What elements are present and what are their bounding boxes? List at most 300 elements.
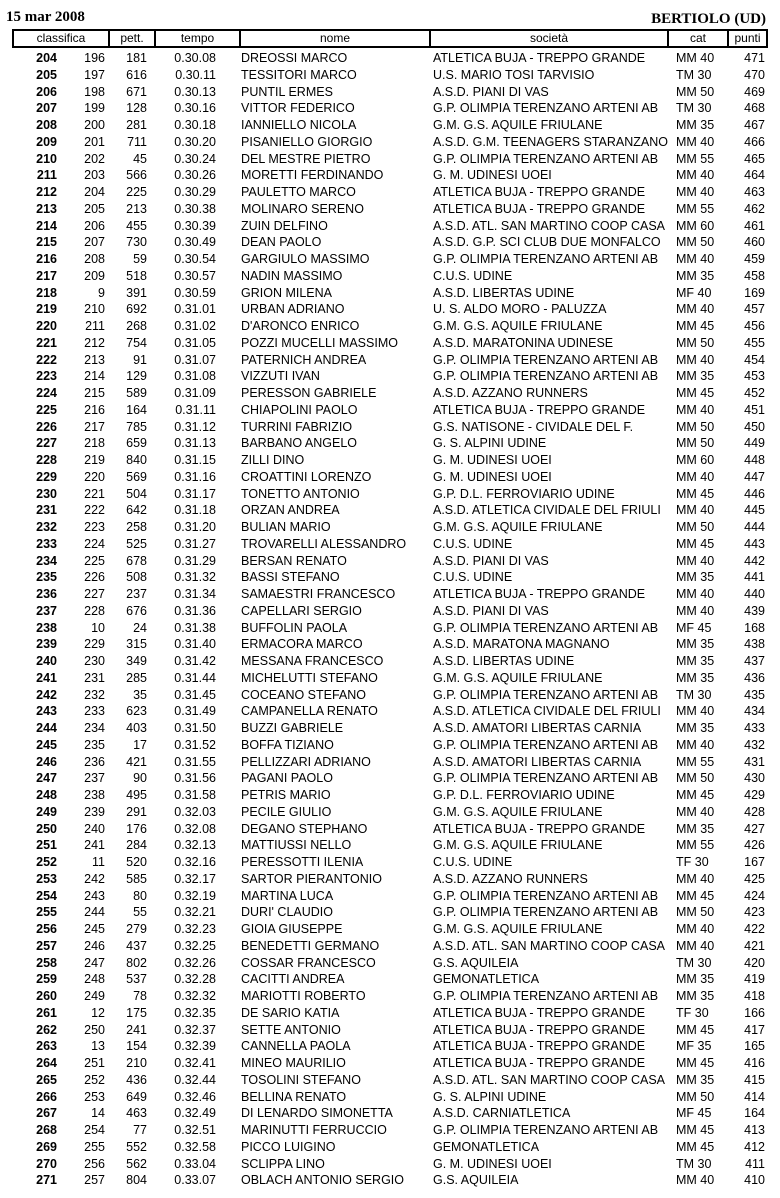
time-cell: 0.30.24 bbox=[174, 151, 216, 166]
overall-rank-cell: 249 bbox=[36, 804, 57, 819]
athlete-name-cell: TONETTO ANTONIO bbox=[241, 486, 360, 501]
bib-number-cell: 495 bbox=[126, 788, 147, 802]
table-row bbox=[12, 502, 768, 519]
time-cell: 0.31.49 bbox=[174, 704, 216, 719]
category-cell: MM 45 bbox=[676, 888, 715, 903]
club-cell: G.M. G.S. AQUILE FRIULANE bbox=[433, 922, 603, 936]
class-rank-cell: 253 bbox=[84, 1089, 105, 1104]
bib-number-cell: 623 bbox=[126, 704, 147, 719]
athlete-name-cell: SAMAESTRI FRANCESCO bbox=[241, 587, 396, 601]
athlete-name-cell: BUZZI GABRIELE bbox=[241, 721, 344, 735]
bib-number-cell: 291 bbox=[126, 804, 147, 819]
time-cell: 0.31.36 bbox=[174, 603, 216, 618]
time-cell: 0.32.49 bbox=[174, 1106, 216, 1121]
table-row bbox=[12, 50, 768, 67]
points-cell: 436 bbox=[744, 670, 765, 685]
table-row bbox=[12, 134, 768, 151]
table-row bbox=[12, 218, 768, 235]
table-row bbox=[12, 938, 768, 955]
bib-number-cell: 59 bbox=[133, 252, 147, 266]
club-cell: G.P. OLIMPIA TERENZANO ARTENI AB bbox=[433, 101, 659, 116]
points-cell: 426 bbox=[744, 838, 765, 853]
category-cell: TM 30 bbox=[676, 955, 712, 970]
time-cell: 0.31.17 bbox=[174, 486, 216, 501]
overall-rank-cell: 247 bbox=[36, 771, 57, 786]
points-cell: 169 bbox=[744, 285, 765, 300]
athlete-name-cell: CACITTI ANDREA bbox=[241, 972, 345, 987]
overall-rank-cell: 226 bbox=[36, 419, 57, 434]
club-cell: G.P. D.L. FERROVIARIO UDINE bbox=[433, 486, 615, 501]
overall-rank-cell: 213 bbox=[36, 201, 57, 216]
points-cell: 415 bbox=[744, 1072, 765, 1087]
bib-number-cell: 711 bbox=[127, 134, 147, 149]
points-cell: 456 bbox=[744, 319, 765, 333]
class-rank-cell: 219 bbox=[84, 453, 105, 467]
time-cell: 0.32.08 bbox=[174, 821, 216, 836]
race-date: 15 mar 2008 bbox=[6, 9, 85, 25]
bib-number-cell: 804 bbox=[126, 1173, 147, 1188]
overall-rank-cell: 242 bbox=[36, 687, 57, 702]
table-row bbox=[12, 955, 768, 972]
class-rank-cell: 13 bbox=[91, 1039, 105, 1054]
category-cell: TM 30 bbox=[676, 1156, 712, 1171]
category-cell: TM 30 bbox=[676, 67, 712, 82]
overall-rank-cell: 223 bbox=[36, 369, 57, 384]
time-cell: 0.30.18 bbox=[174, 118, 216, 132]
points-cell: 461 bbox=[744, 218, 765, 233]
class-rank-cell: 234 bbox=[84, 721, 105, 735]
points-cell: 434 bbox=[744, 704, 765, 719]
club-cell: G. S. ALPINI UDINE bbox=[433, 1089, 547, 1104]
bib-number-cell: 463 bbox=[126, 1106, 147, 1121]
time-cell: 0.33.04 bbox=[174, 1156, 216, 1171]
table-row bbox=[12, 1139, 768, 1156]
points-cell: 437 bbox=[744, 654, 765, 668]
bib-number-cell: 840 bbox=[126, 453, 147, 467]
class-rank-cell: 10 bbox=[91, 620, 105, 635]
table-row bbox=[12, 1105, 768, 1122]
club-cell: ATLETICA BUJA - TREPPO GRANDE bbox=[433, 1005, 646, 1020]
time-cell: 0.31.44 bbox=[174, 670, 216, 685]
points-cell: 427 bbox=[744, 821, 765, 836]
category-cell: MM 60 bbox=[676, 453, 715, 467]
table-row bbox=[12, 117, 768, 134]
time-cell: 0.32.46 bbox=[174, 1089, 216, 1104]
athlete-name-cell: PICCO LUIGINO bbox=[241, 1139, 336, 1154]
class-rank-cell: 251 bbox=[84, 1056, 105, 1070]
overall-rank-cell: 254 bbox=[36, 888, 57, 903]
points-cell: 465 bbox=[744, 151, 765, 166]
athlete-name-cell: MARINUTTI FERRUCCIO bbox=[241, 1123, 387, 1137]
bib-number-cell: 181 bbox=[126, 51, 147, 65]
points-cell: 444 bbox=[744, 520, 765, 534]
table-row bbox=[12, 1022, 768, 1039]
athlete-name-cell: SETTE ANTONIO bbox=[241, 1022, 341, 1037]
overall-rank-cell: 216 bbox=[36, 252, 57, 266]
time-cell: 0.32.21 bbox=[174, 905, 216, 920]
class-rank-cell: 246 bbox=[84, 938, 105, 953]
club-cell: G.M. G.S. AQUILE FRIULANE bbox=[433, 804, 603, 819]
bib-number-cell: 525 bbox=[126, 536, 147, 551]
athlete-name-cell: TURRINI FABRIZIO bbox=[241, 419, 353, 434]
class-rank-cell: 256 bbox=[84, 1156, 105, 1171]
bib-number-cell: 552 bbox=[126, 1139, 147, 1154]
category-cell: MM 40 bbox=[676, 603, 715, 618]
bib-number-cell: 154 bbox=[126, 1039, 147, 1054]
overall-rank-cell: 205 bbox=[36, 67, 57, 82]
category-cell: MM 50 bbox=[676, 436, 715, 451]
overall-rank-cell: 244 bbox=[36, 721, 57, 735]
club-cell: G.M. G.S. AQUILE FRIULANE bbox=[433, 520, 603, 534]
table-row bbox=[12, 251, 768, 268]
table-row bbox=[12, 904, 768, 921]
time-cell: 0.31.20 bbox=[174, 520, 216, 534]
class-rank-cell: 242 bbox=[84, 871, 105, 886]
overall-rank-cell: 245 bbox=[36, 737, 57, 752]
overall-rank-cell: 204 bbox=[36, 51, 57, 65]
points-cell: 447 bbox=[744, 469, 765, 484]
points-cell: 443 bbox=[744, 536, 765, 551]
bib-number-cell: 24 bbox=[133, 620, 147, 635]
athlete-name-cell: URBAN ADRIANO bbox=[241, 302, 345, 317]
athlete-name-cell: SARTOR PIERANTONIO bbox=[241, 871, 383, 886]
points-cell: 416 bbox=[744, 1056, 765, 1070]
club-cell: G.P. OLIMPIA TERENZANO ARTENI AB bbox=[433, 151, 659, 166]
bib-number-cell: 349 bbox=[126, 654, 147, 668]
table-row bbox=[12, 821, 768, 838]
points-cell: 469 bbox=[744, 84, 765, 99]
category-cell: MM 45 bbox=[676, 536, 715, 551]
points-cell: 462 bbox=[744, 201, 765, 216]
overall-rank-cell: 234 bbox=[36, 553, 57, 568]
time-cell: 0.31.32 bbox=[174, 570, 216, 585]
club-cell: G.S. AQUILEIA bbox=[433, 1173, 519, 1188]
athlete-name-cell: DREOSSI MARCO bbox=[241, 51, 348, 65]
overall-rank-cell: 206 bbox=[36, 84, 57, 99]
athlete-name-cell: BOFFA TIZIANO bbox=[241, 737, 334, 752]
points-cell: 457 bbox=[744, 302, 765, 317]
athlete-name-cell: PAGANI PAOLO bbox=[241, 771, 333, 786]
category-cell: MM 55 bbox=[676, 838, 715, 853]
time-cell: 0.32.13 bbox=[174, 838, 216, 853]
bib-number-cell: 421 bbox=[126, 754, 147, 769]
class-rank-cell: 202 bbox=[84, 151, 105, 166]
category-cell: MM 45 bbox=[676, 386, 715, 400]
header-tempo: tempo bbox=[156, 31, 239, 46]
overall-rank-cell: 271 bbox=[36, 1173, 57, 1188]
category-cell: MM 50 bbox=[676, 419, 715, 434]
bib-number-cell: 649 bbox=[126, 1089, 147, 1104]
overall-rank-cell: 214 bbox=[36, 218, 57, 233]
time-cell: 0.31.27 bbox=[174, 536, 216, 551]
points-cell: 458 bbox=[744, 268, 765, 283]
overall-rank-cell: 238 bbox=[36, 620, 57, 635]
category-cell: MM 40 bbox=[676, 1173, 715, 1188]
bib-number-cell: 802 bbox=[126, 955, 147, 970]
class-rank-cell: 211 bbox=[85, 319, 105, 333]
category-cell: MM 35 bbox=[676, 972, 715, 987]
overall-rank-cell: 219 bbox=[36, 302, 57, 317]
bib-number-cell: 164 bbox=[126, 402, 147, 417]
table-row bbox=[12, 452, 768, 469]
category-cell: MF 45 bbox=[676, 620, 712, 635]
overall-rank-cell: 251 bbox=[36, 838, 57, 853]
bib-number-cell: 213 bbox=[126, 201, 147, 216]
club-cell: G.P. D.L. FERROVIARIO UDINE bbox=[433, 788, 615, 802]
athlete-name-cell: MICHELUTTI STEFANO bbox=[241, 670, 378, 685]
class-rank-cell: 241 bbox=[84, 838, 105, 853]
points-cell: 417 bbox=[744, 1022, 765, 1037]
time-cell: 0.31.56 bbox=[174, 771, 216, 786]
club-cell: G.M. G.S. AQUILE FRIULANE bbox=[433, 838, 603, 853]
club-cell: A.S.D. AZZANO RUNNERS bbox=[433, 386, 588, 400]
club-cell: G.P. OLIMPIA TERENZANO ARTENI AB bbox=[433, 1123, 659, 1137]
class-rank-cell: 229 bbox=[84, 637, 105, 652]
table-row bbox=[12, 184, 768, 201]
points-cell: 442 bbox=[744, 553, 765, 568]
table-row bbox=[12, 100, 768, 117]
category-cell: MM 40 bbox=[676, 402, 715, 417]
time-cell: 0.32.41 bbox=[174, 1056, 216, 1070]
bib-number-cell: 566 bbox=[126, 168, 147, 183]
athlete-name-cell: OBLACH ANTONIO SERGIO bbox=[241, 1173, 405, 1188]
club-cell: ATLETICA BUJA - TREPPO GRANDE bbox=[433, 402, 646, 417]
points-cell: 424 bbox=[744, 888, 765, 903]
club-cell: A.S.D. PIANI DI VAS bbox=[433, 553, 549, 568]
overall-rank-cell: 269 bbox=[36, 1139, 57, 1154]
table-row bbox=[12, 402, 768, 419]
category-cell: MM 50 bbox=[676, 335, 715, 350]
category-cell: MF 40 bbox=[676, 285, 712, 300]
table-row bbox=[12, 1172, 768, 1189]
bib-number-cell: 437 bbox=[126, 938, 147, 953]
category-cell: MM 40 bbox=[676, 503, 715, 518]
class-rank-cell: 254 bbox=[84, 1123, 105, 1137]
athlete-name-cell: CAMPANELLA RENATO bbox=[241, 704, 378, 719]
athlete-name-cell: BASSI STEFANO bbox=[241, 570, 340, 585]
table-row bbox=[12, 1072, 768, 1089]
table-row bbox=[12, 703, 768, 720]
bib-number-cell: 537 bbox=[126, 972, 147, 987]
class-rank-cell: 231 bbox=[84, 670, 105, 685]
club-cell: G.P. OLIMPIA TERENZANO ARTENI AB bbox=[433, 888, 659, 903]
overall-rank-cell: 241 bbox=[36, 670, 57, 685]
athlete-name-cell: D'ARONCO ENRICO bbox=[241, 319, 360, 333]
header-cat: cat bbox=[669, 31, 727, 46]
time-cell: 0.31.11 bbox=[175, 402, 216, 417]
overall-rank-cell: 207 bbox=[36, 101, 57, 116]
class-rank-cell: 236 bbox=[84, 754, 105, 769]
bib-number-cell: 520 bbox=[126, 855, 147, 869]
table-row bbox=[12, 653, 768, 670]
club-cell: ATLETICA BUJA - TREPPO GRANDE bbox=[433, 1022, 646, 1037]
category-cell: MM 45 bbox=[676, 1139, 715, 1154]
overall-rank-cell: 208 bbox=[36, 118, 57, 132]
athlete-name-cell: NADIN MASSIMO bbox=[241, 268, 343, 283]
points-cell: 441 bbox=[744, 570, 765, 585]
table-row bbox=[12, 1038, 768, 1055]
club-cell: GEMONATLETICA bbox=[433, 972, 540, 987]
table-row bbox=[12, 854, 768, 871]
category-cell: MM 50 bbox=[676, 520, 715, 534]
points-cell: 165 bbox=[744, 1039, 765, 1054]
club-cell: G.P. OLIMPIA TERENZANO ARTENI AB bbox=[433, 352, 659, 367]
category-cell: MM 35 bbox=[676, 570, 715, 585]
category-cell: MM 40 bbox=[676, 302, 715, 317]
table-row bbox=[12, 167, 768, 184]
category-cell: MM 40 bbox=[676, 938, 715, 953]
class-rank-cell: 199 bbox=[84, 101, 105, 116]
club-cell: ATLETICA BUJA - TREPPO GRANDE bbox=[433, 201, 646, 216]
overall-rank-cell: 229 bbox=[36, 469, 57, 484]
points-cell: 470 bbox=[744, 67, 765, 82]
class-rank-cell: 196 bbox=[84, 51, 105, 65]
time-cell: 0.30.16 bbox=[174, 101, 216, 116]
category-cell: MM 35 bbox=[676, 268, 715, 283]
bib-number-cell: 17 bbox=[133, 737, 147, 752]
time-cell: 0.31.09 bbox=[174, 386, 216, 400]
club-cell: U. S. ALDO MORO - PALUZZA bbox=[433, 302, 607, 317]
points-cell: 438 bbox=[744, 637, 765, 652]
table-row bbox=[12, 988, 768, 1005]
club-cell: A.S.D. CARNIATLETICA bbox=[433, 1106, 571, 1121]
club-cell: G.P. OLIMPIA TERENZANO ARTENI AB bbox=[433, 369, 659, 384]
category-cell: MM 40 bbox=[676, 51, 715, 65]
points-cell: 451 bbox=[744, 402, 765, 417]
header-nome: nome bbox=[241, 31, 429, 46]
table-row bbox=[12, 586, 768, 603]
club-cell: G.M. G.S. AQUILE FRIULANE bbox=[433, 319, 603, 333]
table-row bbox=[12, 921, 768, 938]
category-cell: MM 50 bbox=[676, 235, 715, 250]
category-cell: MM 40 bbox=[676, 922, 715, 936]
class-rank-cell: 208 bbox=[84, 252, 105, 266]
club-cell: ATLETICA BUJA - TREPPO GRANDE bbox=[433, 185, 646, 199]
points-cell: 445 bbox=[744, 503, 765, 518]
bib-number-cell: 35 bbox=[133, 687, 147, 702]
athlete-name-cell: TOSOLINI STEFANO bbox=[241, 1072, 361, 1087]
table-row bbox=[12, 469, 768, 486]
table-row bbox=[12, 268, 768, 285]
time-cell: 0.31.08 bbox=[174, 369, 216, 384]
points-cell: 167 bbox=[744, 855, 765, 869]
table-row bbox=[12, 435, 768, 452]
class-rank-cell: 216 bbox=[84, 402, 105, 417]
bib-number-cell: 77 bbox=[133, 1123, 147, 1137]
overall-rank-cell: 227 bbox=[36, 436, 57, 451]
class-rank-cell: 14 bbox=[91, 1106, 105, 1121]
bib-number-cell: 659 bbox=[126, 436, 147, 451]
bib-number-cell: 284 bbox=[126, 838, 147, 853]
class-rank-cell: 226 bbox=[84, 570, 105, 585]
table-row bbox=[12, 971, 768, 988]
bib-number-cell: 504 bbox=[126, 486, 147, 501]
class-rank-cell: 198 bbox=[84, 84, 105, 99]
class-rank-cell: 233 bbox=[84, 704, 105, 719]
club-cell: U.S. MARIO TOSI TARVISIO bbox=[433, 67, 595, 82]
time-cell: 0.32.35 bbox=[174, 1005, 216, 1020]
points-cell: 414 bbox=[744, 1089, 765, 1104]
time-cell: 0.31.34 bbox=[174, 587, 216, 601]
class-rank-cell: 222 bbox=[84, 503, 105, 518]
overall-rank-cell: 212 bbox=[36, 185, 57, 199]
class-rank-cell: 232 bbox=[84, 687, 105, 702]
time-cell: 0.30.39 bbox=[174, 218, 216, 233]
category-cell: MM 50 bbox=[676, 905, 715, 920]
class-rank-cell: 213 bbox=[84, 352, 105, 367]
class-rank-cell: 237 bbox=[84, 771, 105, 786]
athlete-name-cell: GRION MILENA bbox=[241, 285, 332, 300]
club-cell: A.S.D. ATLETICA CIVIDALE DEL FRIULI bbox=[433, 503, 661, 518]
table-row bbox=[12, 569, 768, 586]
overall-rank-cell: 257 bbox=[36, 938, 57, 953]
points-cell: 463 bbox=[744, 185, 765, 199]
athlete-name-cell: COSSAR FRANCESCO bbox=[241, 955, 376, 970]
bib-number-cell: 616 bbox=[126, 67, 147, 82]
overall-rank-cell: 233 bbox=[36, 536, 57, 551]
overall-rank-cell: 236 bbox=[36, 587, 57, 601]
table-row bbox=[12, 603, 768, 620]
table-row bbox=[12, 670, 768, 687]
athlete-name-cell: IANNIELLO NICOLA bbox=[241, 118, 357, 132]
category-cell: MM 35 bbox=[676, 637, 715, 652]
class-rank-cell: 248 bbox=[84, 972, 105, 987]
table-row bbox=[12, 335, 768, 352]
table-row bbox=[12, 67, 768, 84]
time-cell: 0.31.12 bbox=[174, 419, 216, 434]
athlete-name-cell: ERMACORA MARCO bbox=[241, 637, 363, 652]
time-cell: 0.32.51 bbox=[174, 1123, 216, 1137]
overall-rank-cell: 222 bbox=[36, 352, 57, 367]
table-row bbox=[12, 787, 768, 804]
points-cell: 431 bbox=[744, 754, 765, 769]
header-punti: punti bbox=[729, 31, 766, 46]
bib-number-cell: 678 bbox=[126, 553, 147, 568]
class-rank-cell: 247 bbox=[84, 955, 105, 970]
class-rank-cell: 205 bbox=[84, 201, 105, 216]
class-rank-cell: 204 bbox=[84, 185, 105, 199]
points-cell: 466 bbox=[744, 134, 765, 149]
time-cell: 0.30.13 bbox=[174, 84, 216, 99]
athlete-name-cell: MESSANA FRANCESCO bbox=[241, 654, 384, 668]
overall-rank-cell: 266 bbox=[36, 1089, 57, 1104]
points-cell: 450 bbox=[744, 419, 765, 434]
category-cell: MM 40 bbox=[676, 185, 715, 199]
time-cell: 0.31.01 bbox=[174, 302, 216, 317]
overall-rank-cell: 268 bbox=[36, 1123, 57, 1137]
bib-number-cell: 128 bbox=[126, 101, 147, 116]
athlete-name-cell: ZUIN DELFINO bbox=[241, 218, 328, 233]
class-rank-cell: 240 bbox=[84, 821, 105, 836]
club-cell: G.P. OLIMPIA TERENZANO ARTENI AB bbox=[433, 687, 659, 702]
time-cell: 0.32.03 bbox=[174, 804, 216, 819]
bib-number-cell: 210 bbox=[126, 1056, 147, 1070]
bib-number-cell: 237 bbox=[126, 587, 147, 601]
bib-number-cell: 585 bbox=[126, 871, 147, 886]
bib-number-cell: 785 bbox=[126, 419, 147, 434]
table-row bbox=[12, 285, 768, 302]
category-cell: MM 35 bbox=[676, 654, 715, 668]
class-rank-cell: 209 bbox=[84, 268, 105, 283]
points-cell: 420 bbox=[744, 955, 765, 970]
bib-number-cell: 754 bbox=[126, 335, 147, 350]
category-cell: MM 45 bbox=[676, 788, 715, 802]
overall-rank-cell: 262 bbox=[36, 1022, 57, 1037]
time-cell: 0.30.29 bbox=[174, 185, 216, 199]
category-cell: MM 55 bbox=[676, 201, 715, 216]
category-cell: MM 40 bbox=[676, 252, 715, 266]
club-cell: A.S.D. G.M. TEENAGERS STARANZANO bbox=[433, 134, 668, 149]
